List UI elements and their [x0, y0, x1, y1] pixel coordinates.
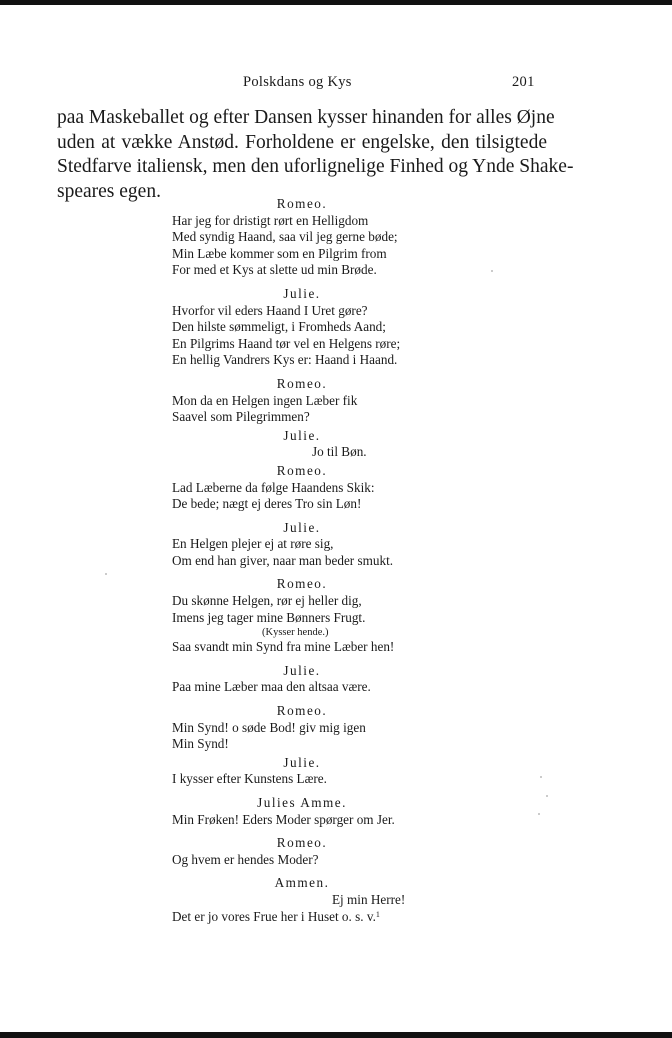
verse-line: Imens jeg tager mine Bønners Frugt.	[172, 609, 366, 625]
verse-line: Jo til Bøn.	[312, 444, 367, 460]
verse-line: Med syndig Haand, saa vil jeg gerne bøde;	[172, 229, 398, 245]
verse-line: Min Synd!	[172, 736, 229, 752]
verse-line: Hvorfor vil eders Haand I Uret gøre?	[172, 302, 368, 318]
prose-line: paa Maskeballet og efter Dansen kysser hinanden for alles Øjne	[57, 107, 555, 128]
stage-direction: (Kysser hende.)	[262, 627, 329, 639]
prose-line: Stedfarve italiensk, men den uforlignelige Finhed og Ynde Shake-	[57, 156, 574, 177]
bottom-page-edge	[0, 1032, 672, 1038]
speaker-name: Romeo.	[276, 835, 328, 851]
speaker-name: Julie.	[283, 519, 321, 535]
verse-line: En Pilgrims Haand tør vel en Helgens røre;	[172, 335, 401, 351]
speaker-name: Ammen.	[274, 875, 330, 891]
speaker-name: Julie.	[283, 662, 321, 678]
verse-line: Paa mine Læber maa den altsaa være.	[172, 679, 371, 695]
speaker-name: Romeo.	[276, 375, 328, 391]
verse-line: En Helgen plejer ej at røre sig,	[172, 536, 334, 552]
verse-line: Ej min Herre!	[332, 891, 406, 907]
verse-line: Mon da en Helgen ingen Læber fik	[172, 392, 358, 408]
verse-line: Min Synd! o søde Bod! giv mig igen	[172, 719, 366, 735]
paper-speck	[491, 270, 493, 272]
verse-line: Saa svandt min Synd fra mine Læber hen!	[172, 639, 395, 655]
verse-line: I kysser efter Kunstens Lære.	[172, 771, 327, 787]
top-page-edge	[0, 0, 672, 5]
verse-line: De bede; nægt ej deres Tro sin Løn!	[172, 496, 362, 512]
speaker-name: Julie.	[283, 754, 321, 770]
prose-line: uden at vække Anstød. Forholdene er engelske, den tilsigtede	[57, 131, 547, 153]
verse-line: Min Frøken! Eders Moder spørger om Jer.	[172, 811, 395, 827]
speaker-name: Romeo.	[276, 576, 328, 592]
verse-line: En hellig Vandrers Kys er: Haand i Haand.	[172, 352, 398, 368]
verse-line: Lad Læberne da følge Haandens Skik:	[172, 479, 375, 495]
verse-line-text: Det er jo vores Frue her i Huset o. s. v.	[172, 908, 376, 924]
footnote-marker: 1	[375, 909, 380, 919]
speaker-name: Romeo.	[276, 703, 328, 719]
paper-speck	[546, 795, 548, 797]
verse-line: Og hvem er hendes Moder?	[172, 851, 319, 867]
verse-line: Saavel som Pilegrimmen?	[172, 409, 310, 425]
prose-line: speares egen.	[57, 180, 161, 202]
speaker-name: Romeo.	[276, 196, 328, 211]
speaker-name: Julie.	[283, 285, 321, 301]
verse-line: Har jeg for dristigt rørt en Helligdom	[172, 212, 369, 228]
paper-speck	[538, 813, 540, 815]
paper-speck	[540, 776, 542, 778]
verse-line: For med et Kys at slette ud min Brøde.	[172, 262, 377, 278]
verse-line-with-footnote	[172, 909, 432, 926]
running-title: Polskdans og Kys	[243, 74, 352, 90]
page-number: 201	[512, 74, 535, 90]
speaker-name: Julies Amme.	[257, 795, 347, 810]
verse-line: Den hilste sømmeligt, i Fromheds Aand;	[172, 319, 386, 335]
prose-paragraph	[57, 106, 574, 204]
verse-line: Om end han giver, naar man beder smukt.	[172, 552, 394, 568]
paper-speck	[105, 573, 107, 575]
dialogue-excerpt	[172, 196, 432, 925]
speaker-name: Romeo.	[276, 462, 328, 478]
verse-line: Min Læbe kommer som en Pilgrim from	[172, 245, 387, 261]
verse-line: Du skønne Helgen, rør ej heller dig,	[172, 593, 362, 609]
speaker-name: Julie.	[283, 427, 321, 443]
